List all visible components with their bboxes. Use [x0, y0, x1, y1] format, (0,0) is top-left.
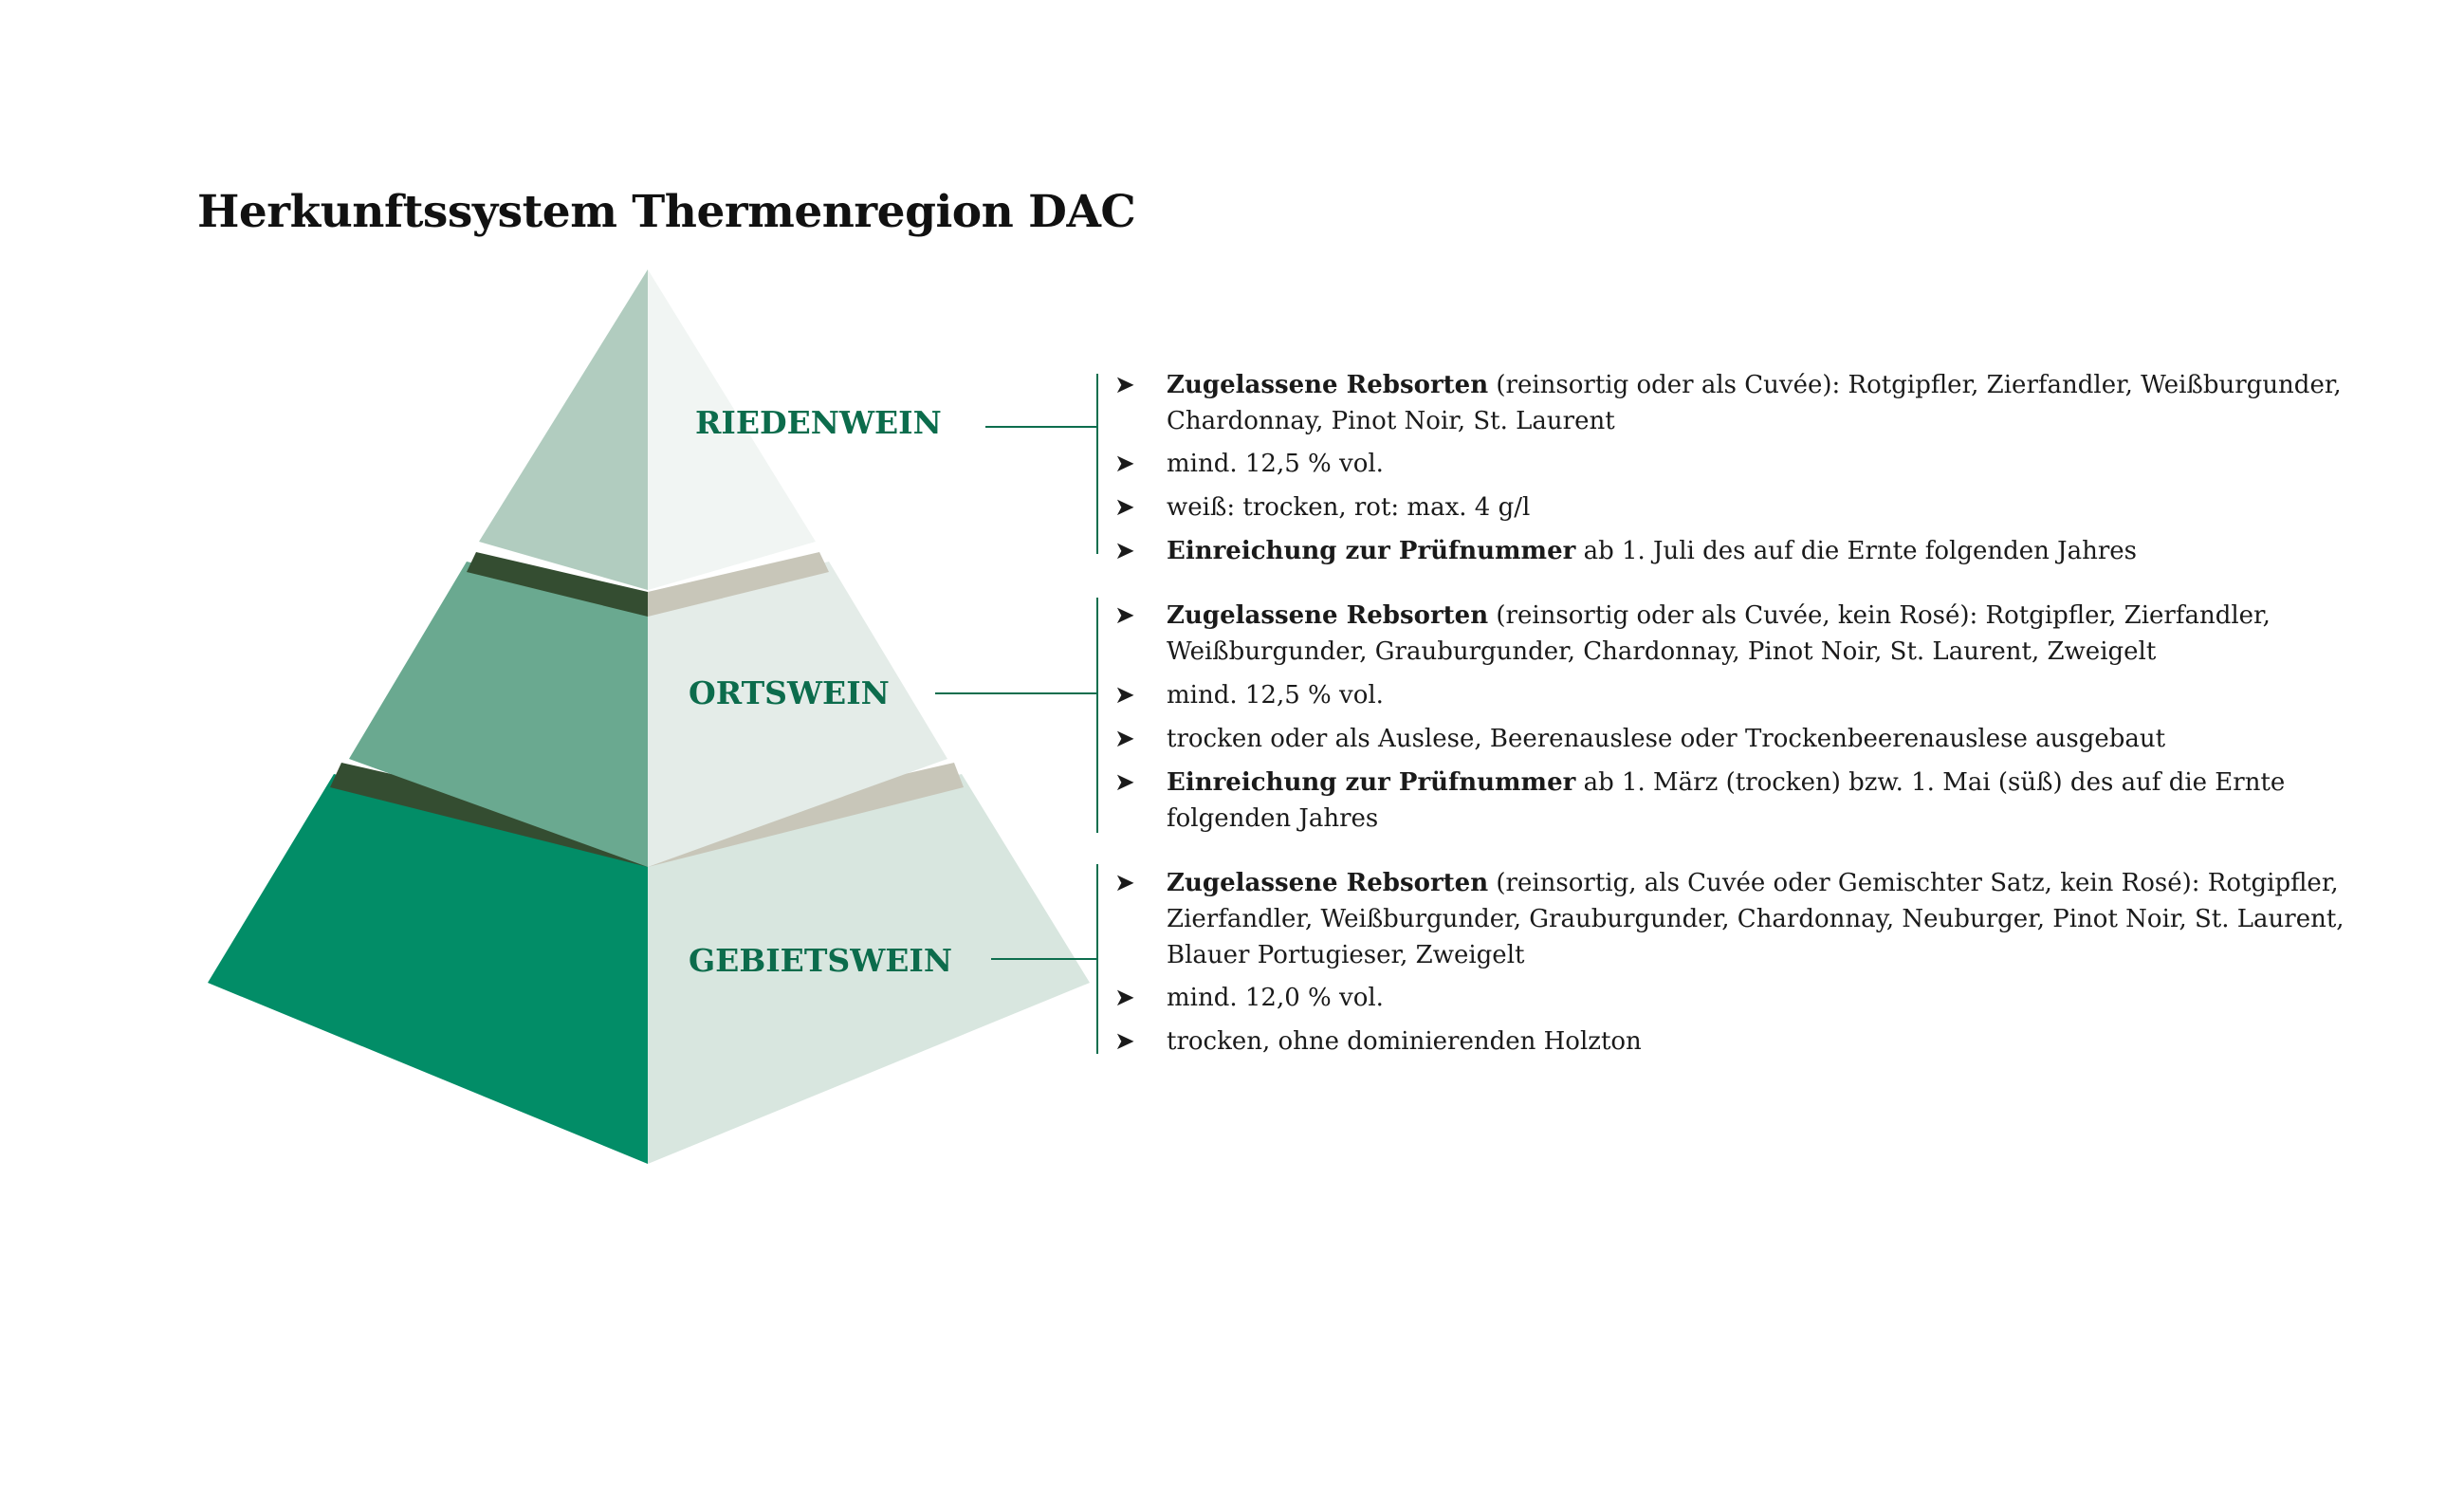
riedenwein-item-alkohol	[1114, 446, 2347, 482]
arrow-icon: ➤	[1114, 371, 1135, 399]
item-bold: Einreichung zur Prüfnummer	[1167, 537, 1576, 565]
ortswein-item-ausbau	[1114, 721, 2347, 757]
arrow-icon: ➤	[1114, 984, 1135, 1012]
item-bold: Zugelassene Rebsorten	[1167, 371, 1489, 399]
item-text: (reinsortig, als Cuvée oder Gemischter Satz, kein Rosé): Rotgipfler, Zierfandler, Weißburgunder, Grauburgunder, Chardonnay, Neuburger, Pinot Noir, St. Laurent, Blauer Portugieser, Zweigelt	[1167, 869, 2344, 969]
ortswein-item-rebsorten	[1114, 598, 2347, 670]
arrow-icon: ➤	[1114, 869, 1135, 897]
bracket-gebietswein	[1096, 864, 1098, 1054]
item-bold: Zugelassene Rebsorten	[1167, 869, 1489, 897]
riedenwein-item-rebsorten	[1114, 367, 2347, 439]
bracket-riedenwein	[1096, 374, 1098, 554]
item-text: trocken, ohne dominierenden Holzton	[1167, 1027, 1642, 1056]
arrow-icon: ➤	[1114, 681, 1135, 710]
gebietswein-item-ausbau	[1114, 1023, 2347, 1060]
arrow-icon: ➤	[1114, 725, 1135, 753]
gebietswein-item-alkohol	[1114, 980, 2347, 1016]
item-text: (reinsortig oder als Cuvée, kein Rosé): Rotgipfler, Zierfandler, Weißburgunder, Grauburgunder, Chardonnay, Pinot Noir, St. Laurent, Zweigelt	[1167, 601, 2271, 666]
gebietswein-item-rebsorten	[1114, 865, 2347, 973]
item-text: trocken oder als Auslese, Beerenauslese oder Trockenbeerenauslese ausgebaut	[1167, 725, 2166, 753]
arrow-icon: ➤	[1114, 601, 1135, 630]
item-bold: Zugelassene Rebsorten	[1167, 601, 1489, 630]
item-text: mind. 12,5 % vol.	[1167, 681, 1384, 710]
ortswein-item-alkohol	[1114, 677, 2347, 713]
item-text: mind. 12,5 % vol.	[1167, 450, 1384, 478]
arrow-icon: ➤	[1114, 537, 1135, 565]
item-text: mind. 12,0 % vol.	[1167, 984, 1384, 1012]
arrow-icon: ➤	[1114, 1027, 1135, 1056]
pyramid-diagram	[0, 0, 1100, 1195]
tier-riedenwein-left-face	[479, 269, 648, 590]
page-title: Herkunftssystem Thermenregion DAC	[197, 186, 1136, 238]
ortswein-item-pruefnummer	[1114, 765, 2347, 837]
arrow-icon: ➤	[1114, 768, 1135, 797]
tier-label-ortswein: ORTSWEIN	[689, 674, 890, 711]
item-text: (reinsortig oder als Cuvée): Rotgipfler, Zierfandler, Weißburgunder, Chardonnay, Pinot Noir, St. Laurent	[1167, 371, 2342, 435]
arrow-icon: ➤	[1114, 493, 1135, 522]
riedenwein-item-restzucker	[1114, 489, 2347, 526]
item-bold: Einreichung zur Prüfnummer	[1167, 768, 1576, 797]
tier-label-gebietswein: GEBIETSWEIN	[689, 942, 953, 979]
riedenwein-item-pruefnummer	[1114, 533, 2347, 569]
item-text: ab 1. Juli des auf die Ernte folgenden Jahres	[1575, 537, 2137, 565]
bracket-ortswein	[1096, 598, 1098, 833]
arrow-icon: ➤	[1114, 450, 1135, 478]
tier-label-riedenwein: RIEDENWEIN	[695, 404, 942, 441]
item-text: ab 1. März (trocken) bzw. 1. Mai (süß) des auf die Ernte folgenden Jahres	[1167, 768, 2286, 833]
item-text: weiß: trocken, rot: max. 4 g/l	[1167, 493, 1531, 522]
